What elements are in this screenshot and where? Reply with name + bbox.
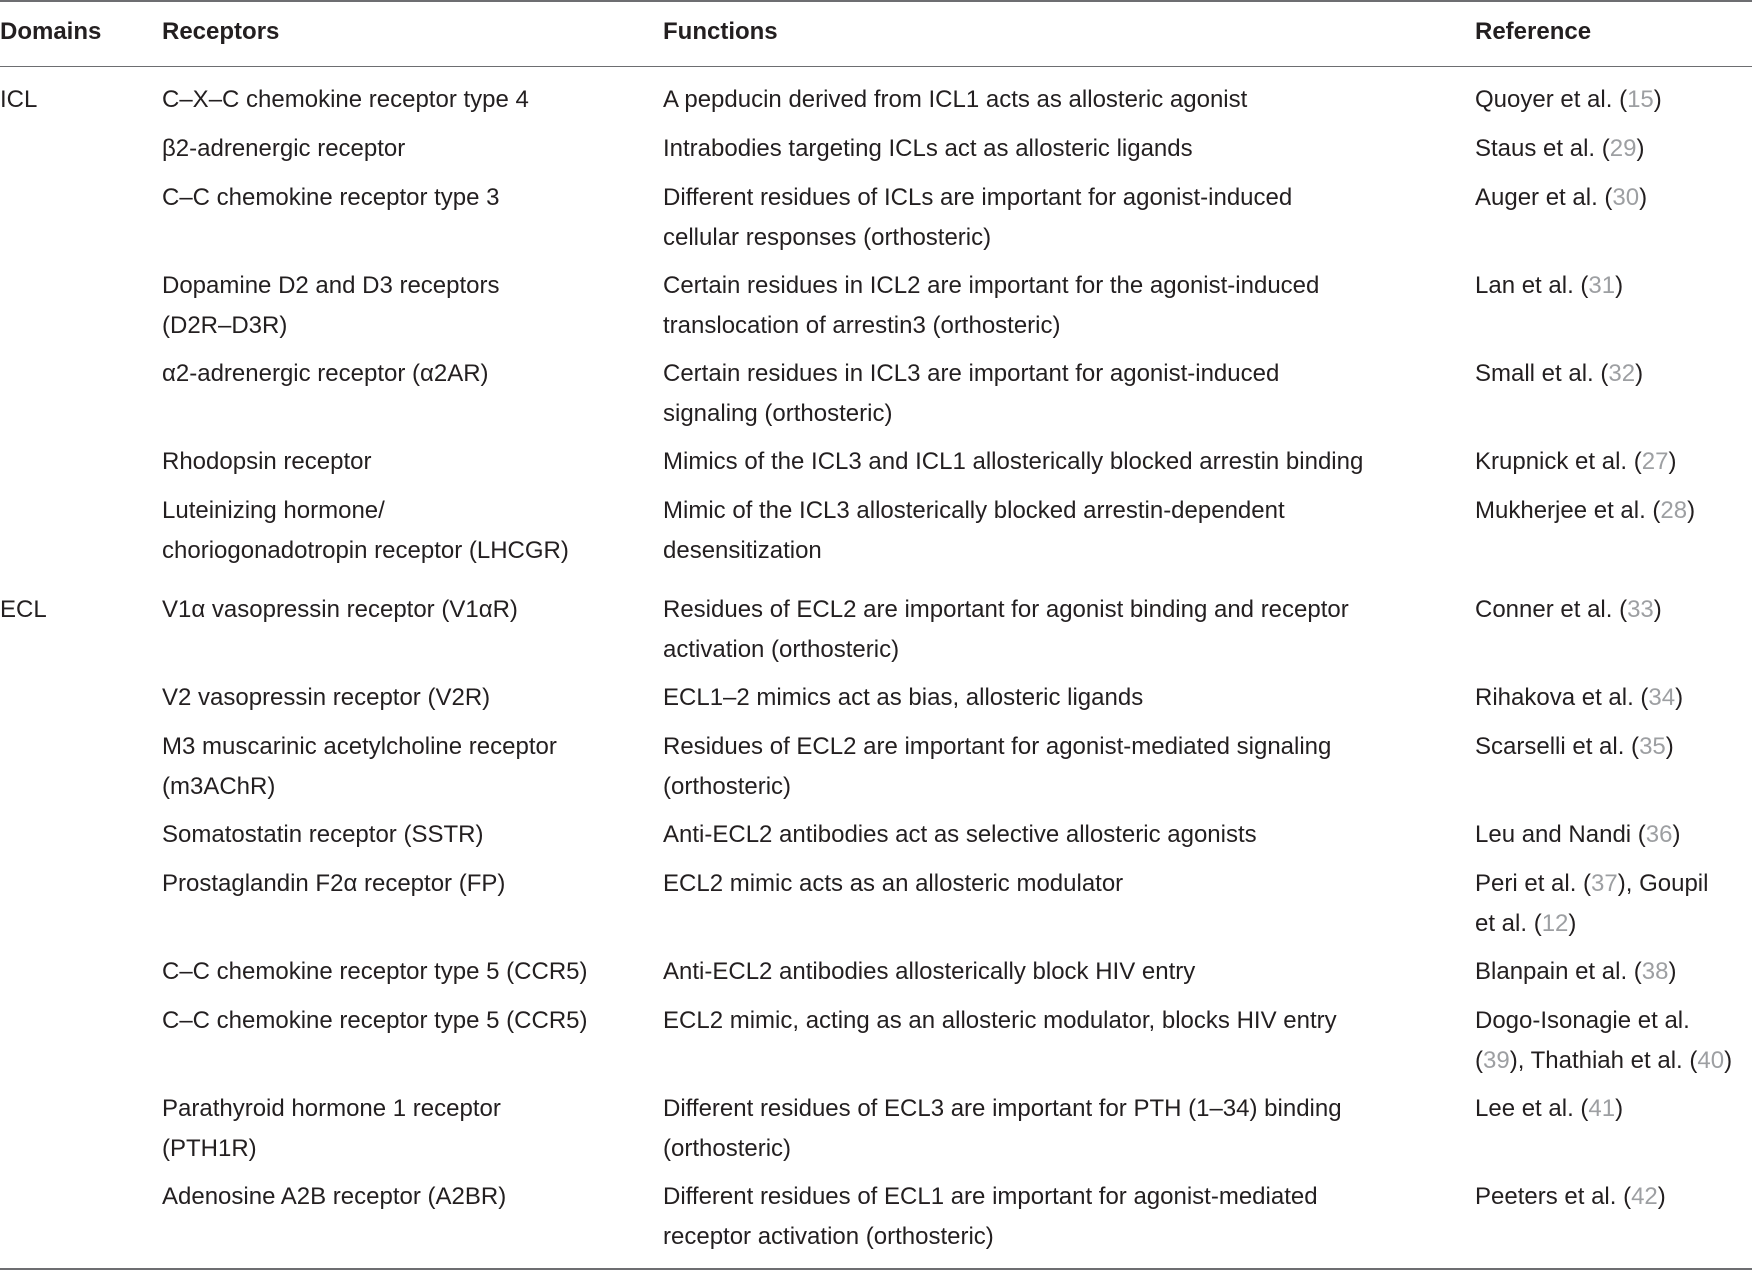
reference-line: Lee et al. (41): [1475, 1095, 1624, 1122]
cell-reference: [1475, 491, 1752, 531]
header-domains: Domains: [0, 18, 102, 45]
function-line: (orthosteric): [663, 1135, 792, 1162]
cell-reference: [1475, 864, 1752, 944]
reference-line: Auger et al. (30): [1475, 184, 1648, 211]
receptor-line: Somatostatin receptor (SSTR): [162, 821, 484, 848]
cell-receptor: [162, 442, 652, 482]
reference-line: Staus et al. (29): [1475, 135, 1645, 162]
receptor-line: C–C chemokine receptor type 5 (CCR5): [162, 1007, 588, 1034]
reference-number-link[interactable]: 34: [1648, 684, 1676, 711]
reference-line: Conner et al. (33): [1475, 596, 1662, 623]
reference-line: Rihakova et al. (34): [1475, 684, 1684, 711]
cell-domain: ECL: [0, 596, 47, 623]
receptor-line: (D2R–D3R): [162, 312, 288, 339]
reference-number-link[interactable]: 35: [1639, 733, 1666, 760]
reference-number-link[interactable]: 42: [1631, 1183, 1658, 1210]
receptor-line: Prostaglandin F2α receptor (FP): [162, 870, 506, 897]
function-line: ECL1–2 mimics act as bias, allosteric ligands: [663, 684, 1144, 711]
reference-number-link[interactable]: 40: [1697, 1047, 1725, 1074]
reference-number-link[interactable]: 29: [1609, 135, 1637, 162]
header-functions: Functions: [663, 18, 778, 45]
reference-line: Dogo-Isonagie et al.: [1475, 1007, 1690, 1034]
cell-receptor: [162, 815, 652, 855]
cell-receptor: [162, 80, 652, 120]
cell-reference: [1475, 815, 1752, 855]
function-line: signaling (orthosteric): [663, 400, 893, 427]
cell-receptor: [162, 864, 652, 904]
top-rule: [0, 0, 1752, 2]
receptor-line: β2-adrenergic receptor: [162, 135, 406, 162]
cell-function: [663, 266, 1443, 346]
cell-reference: [1475, 129, 1752, 169]
function-line: Residues of ECL2 are important for agonist binding and receptor: [663, 596, 1349, 623]
cell-reference: [1475, 266, 1752, 306]
cell-function: [663, 815, 1443, 855]
cell-function: [663, 952, 1443, 992]
function-line: Residues of ECL2 are important for agonist-mediated signaling: [663, 733, 1332, 760]
function-line: (orthosteric): [663, 773, 792, 800]
cell-receptor: [162, 1089, 652, 1169]
cell-function: [663, 864, 1443, 904]
cell-reference: [1475, 178, 1752, 218]
function-line: Mimic of the ICL3 allosterically blocked arrestin-dependent: [663, 497, 1285, 524]
bottom-rule: [0, 1268, 1752, 1270]
cell-reference: [1475, 354, 1752, 394]
reference-line: Lan et al. (31): [1475, 272, 1624, 299]
reference-line: Blanpain et al. (38): [1475, 958, 1677, 985]
receptor-line: (PTH1R): [162, 1135, 257, 1162]
receptor-line: choriogonadotropin receptor (LHCGR): [162, 537, 569, 564]
cell-receptor: [162, 727, 652, 807]
function-line: Certain residues in ICL2 are important for the agonist-induced: [663, 272, 1320, 299]
cell-receptor: [162, 1001, 652, 1041]
receptor-line: Rhodopsin receptor: [162, 448, 372, 475]
reference-line: Quoyer et al. (15): [1475, 86, 1662, 113]
cell-function: [663, 442, 1443, 482]
header-reference: Reference: [1475, 18, 1592, 45]
function-line: ECL2 mimic, acting as an allosteric modulator, blocks HIV entry: [663, 1007, 1337, 1034]
reference-number-link[interactable]: 36: [1645, 821, 1673, 848]
cell-receptor: [162, 491, 652, 571]
reference-number-link[interactable]: 39: [1483, 1047, 1510, 1074]
receptor-line: V1α vasopressin receptor (V1αR): [162, 596, 518, 623]
reference-number-link[interactable]: 32: [1608, 360, 1636, 387]
reference-line: Peeters et al. (42): [1475, 1183, 1666, 1210]
reference-line: Peri et al. (37), Goupil: [1475, 870, 1709, 897]
function-line: receptor activation (orthosteric): [663, 1223, 994, 1250]
cell-reference: [1475, 952, 1752, 992]
function-line: A pepducin derived from ICL1 acts as allosteric agonist: [663, 86, 1248, 113]
cell-reference: [1475, 678, 1752, 718]
function-line: Anti-ECL2 antibodies act as selective allosteric agonists: [663, 821, 1257, 848]
function-line: desensitization: [663, 537, 822, 564]
cell-reference: [1475, 1001, 1752, 1081]
cell-function: [663, 354, 1443, 434]
receptor-line: Adenosine A2B receptor (A2BR): [162, 1183, 507, 1210]
reference-number-link[interactable]: 37: [1591, 870, 1618, 897]
cell-function: [663, 727, 1443, 807]
reference-line: Leu and Nandi (36): [1475, 821, 1681, 848]
function-line: cellular responses (orthosteric): [663, 224, 992, 251]
function-line: Intrabodies targeting ICLs act as allosteric ligands: [663, 135, 1193, 162]
reference-line: et al. (12): [1475, 910, 1577, 937]
receptor-line: Dopamine D2 and D3 receptors: [162, 272, 500, 299]
function-line: Anti-ECL2 antibodies allosterically block HIV entry: [663, 958, 1196, 985]
reference-line: (39), Thathiah et al. (40): [1475, 1047, 1733, 1074]
receptor-line: C–C chemokine receptor type 5 (CCR5): [162, 958, 588, 985]
reference-number-link[interactable]: 33: [1627, 596, 1654, 623]
reference-number-link[interactable]: 41: [1588, 1095, 1616, 1122]
receptor-line: M3 muscarinic acetylcholine receptor: [162, 733, 557, 760]
receptor-line: C–C chemokine receptor type 3: [162, 184, 500, 211]
receptor-line: V2 vasopressin receptor (V2R): [162, 684, 491, 711]
function-line: Different residues of ECL1 are important for agonist-mediated: [663, 1183, 1318, 1210]
receptor-line: (m3AChR): [162, 773, 276, 800]
function-line: Different residues of ECL3 are important for PTH (1–34) binding: [663, 1095, 1342, 1122]
function-line: activation (orthosteric): [663, 636, 900, 663]
cell-reference: [1475, 727, 1752, 767]
cell-receptor: [162, 952, 652, 992]
header-rule: [0, 66, 1752, 67]
reference-number-link[interactable]: 38: [1641, 958, 1669, 985]
cell-reference: [1475, 1089, 1752, 1129]
receptor-line: Parathyroid hormone 1 receptor: [162, 1095, 501, 1122]
cell-receptor: [162, 1177, 652, 1217]
reference-number-link[interactable]: 15: [1627, 86, 1654, 113]
function-line: Mimics of the ICL3 and ICL1 allosterically blocked arrestin binding: [663, 448, 1364, 475]
reference-number-link[interactable]: 31: [1588, 272, 1616, 299]
receptor-line: C–X–C chemokine receptor type 4: [162, 86, 529, 113]
cell-function: [663, 80, 1443, 120]
cell-receptor: [162, 590, 652, 630]
cell-function: [663, 1177, 1443, 1257]
cell-reference: [1475, 80, 1752, 120]
cell-receptor: [162, 678, 652, 718]
reference-number-link[interactable]: 12: [1541, 910, 1569, 937]
reference-number-link[interactable]: 28: [1660, 497, 1688, 524]
reference-number-link[interactable]: 30: [1612, 184, 1640, 211]
cell-function: [663, 590, 1443, 670]
cell-receptor: [162, 178, 652, 218]
cell-reference: [1475, 442, 1752, 482]
reference-line: Scarselli et al. (35): [1475, 733, 1674, 760]
cell-reference: [1475, 1177, 1752, 1217]
cell-function: [663, 678, 1443, 718]
receptor-line: Luteinizing hormone/: [162, 497, 385, 524]
cell-receptor: [162, 129, 652, 169]
reference-line: Krupnick et al. (27): [1475, 448, 1677, 475]
reference-line: Small et al. (32): [1475, 360, 1644, 387]
header-receptors: Receptors: [162, 18, 280, 45]
reference-line: Mukherjee et al. (28): [1475, 497, 1696, 524]
function-line: Different residues of ICLs are important for agonist-induced: [663, 184, 1293, 211]
cell-receptor: [162, 266, 652, 346]
cell-reference: [1475, 590, 1752, 630]
cell-function: [663, 178, 1443, 258]
cell-function: [663, 1089, 1443, 1169]
cell-function: [663, 491, 1443, 571]
cell-function: [663, 1001, 1443, 1041]
reference-number-link[interactable]: 27: [1641, 448, 1669, 475]
cell-receptor: [162, 354, 652, 394]
cell-domain: ICL: [0, 86, 38, 113]
function-line: translocation of arrestin3 (orthosteric): [663, 312, 1061, 339]
receptor-line: α2-adrenergic receptor (α2AR): [162, 360, 489, 387]
function-line: Certain residues in ICL3 are important for agonist-induced: [663, 360, 1280, 387]
function-line: ECL2 mimic acts as an allosteric modulator: [663, 870, 1124, 897]
cell-function: [663, 129, 1443, 169]
